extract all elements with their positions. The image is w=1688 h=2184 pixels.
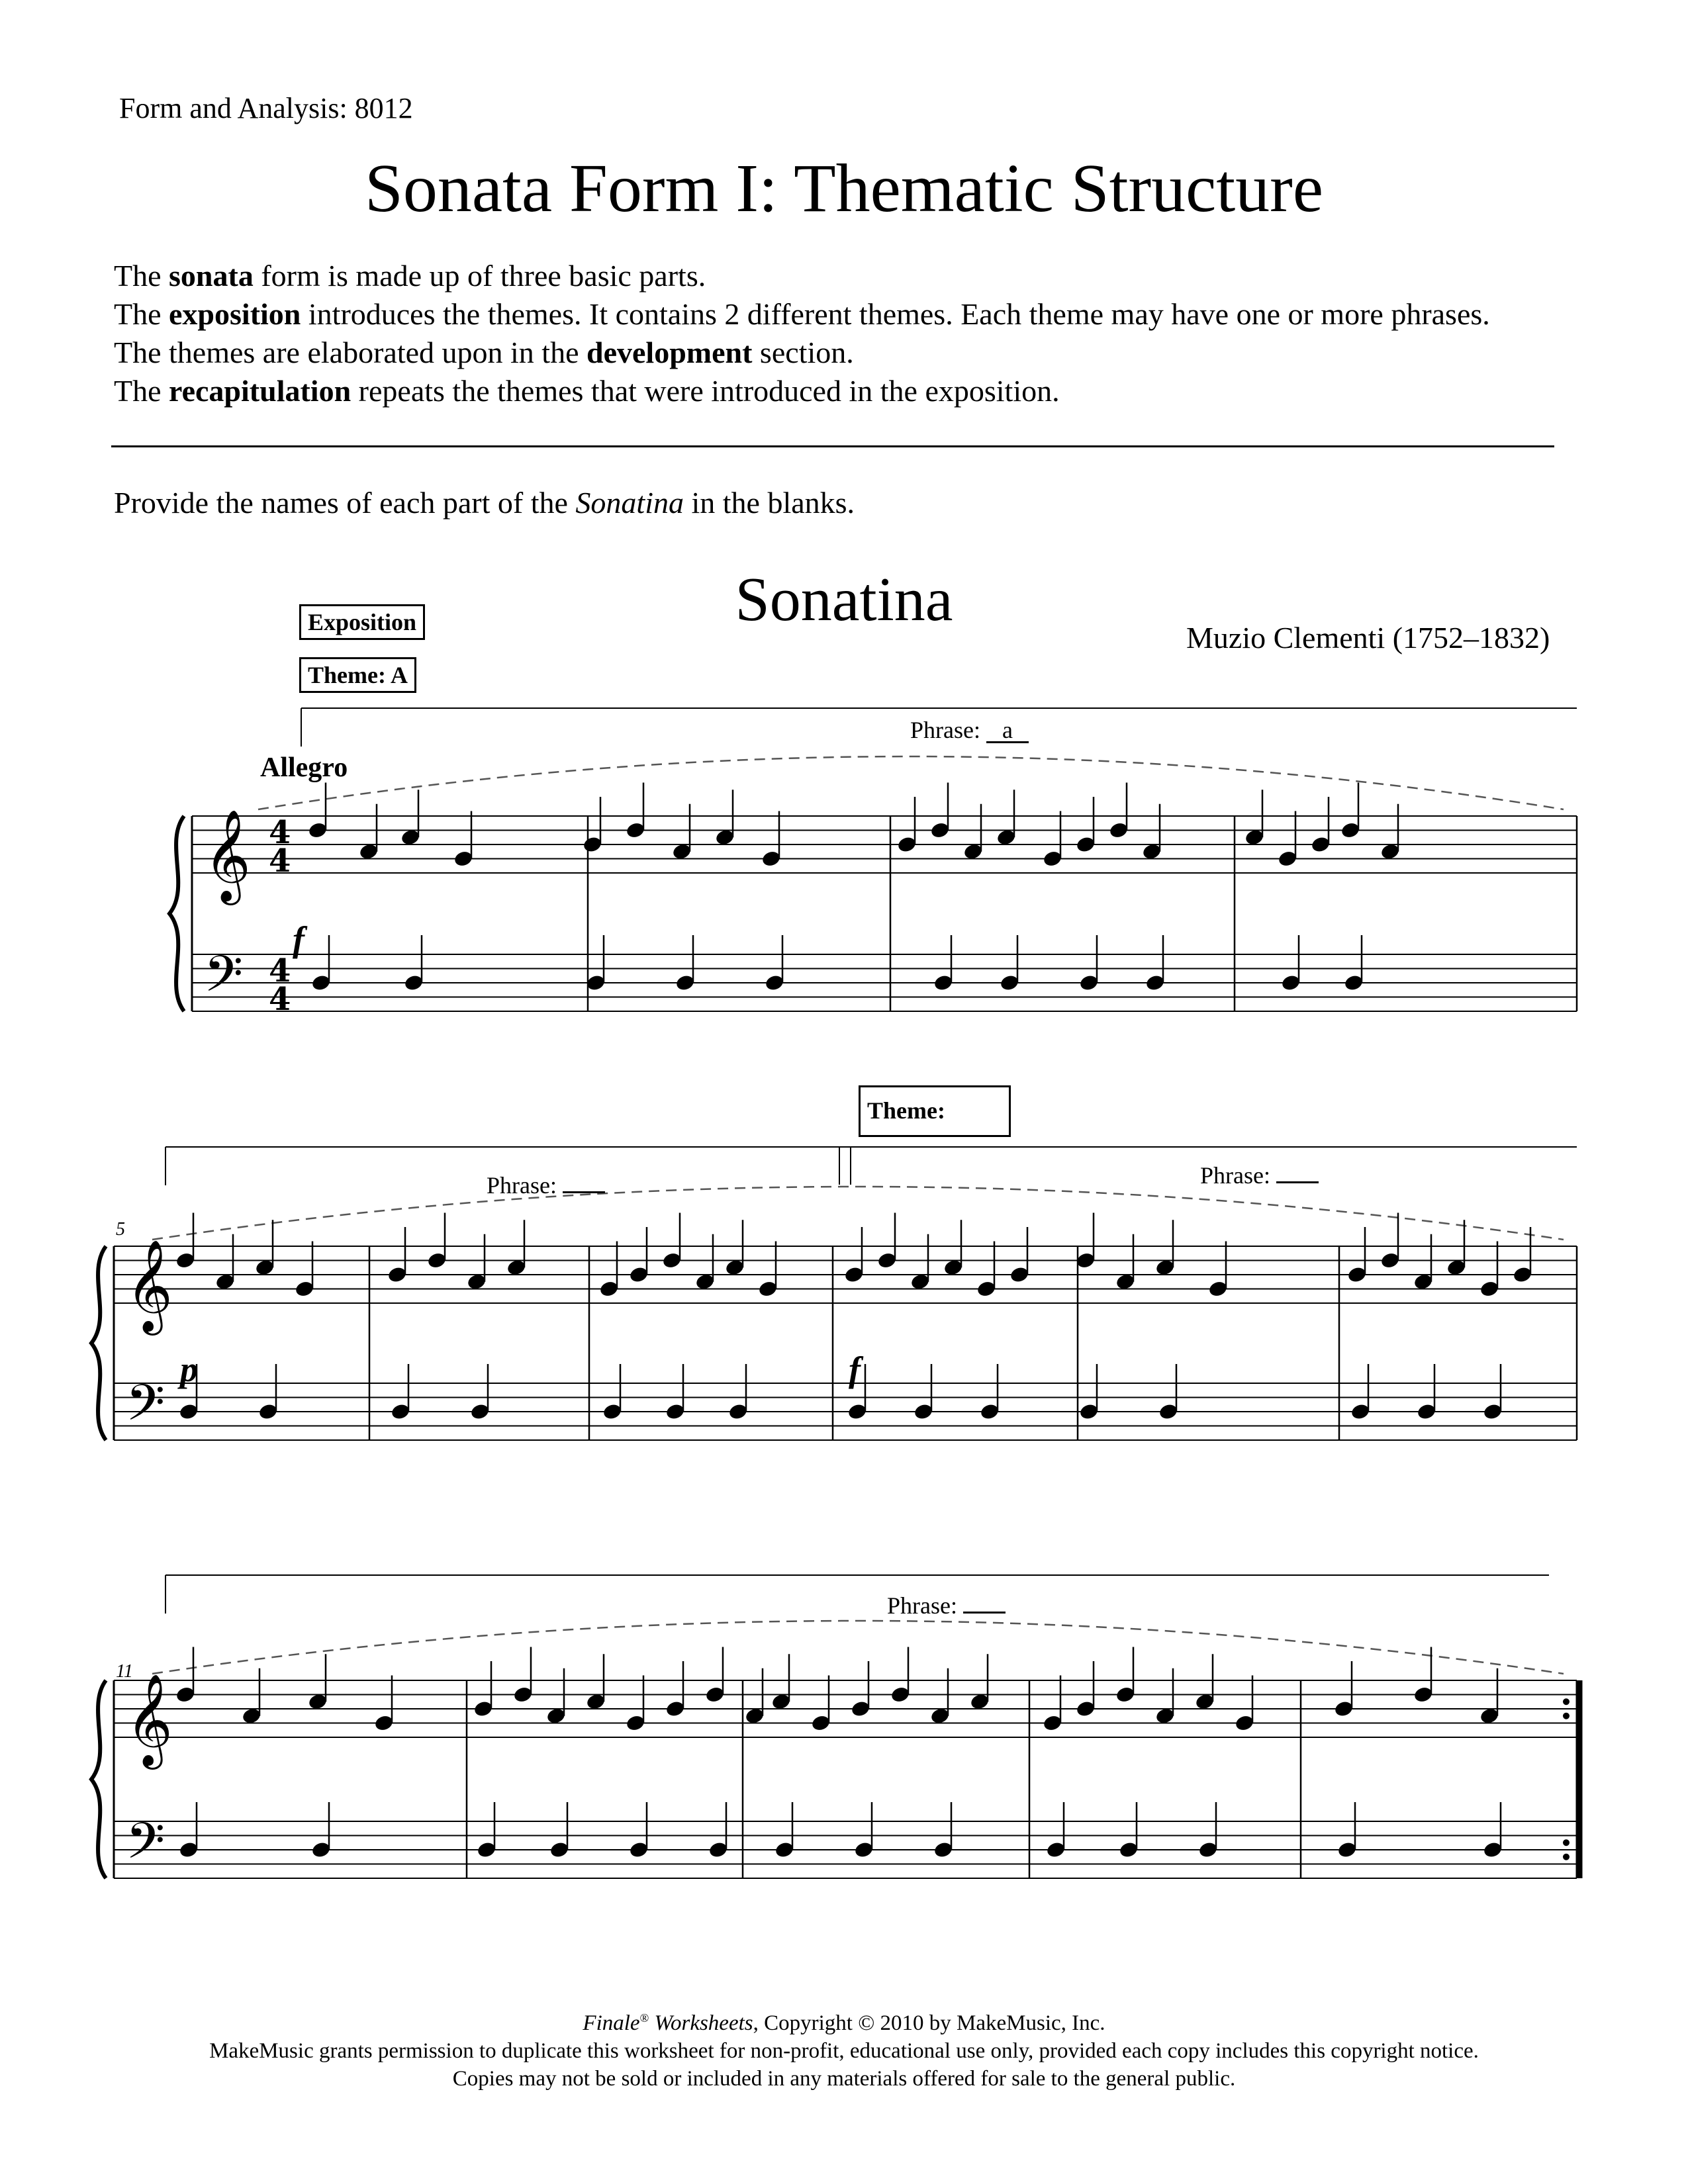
term-exposition: exposition bbox=[169, 297, 301, 331]
treble-clef-icon: 𝄞 bbox=[126, 1674, 173, 1766]
instruction-run: in the blanks. bbox=[683, 486, 855, 520]
bass-clef-icon: 𝄢 bbox=[126, 1811, 165, 1883]
intro-text-run: form is made up of three basic parts. bbox=[253, 259, 706, 293]
phrase-label-4 bbox=[887, 1592, 1006, 1619]
composer-credit: Muzio Clementi (1752–1832) bbox=[1186, 621, 1550, 655]
phrase-label-1 bbox=[910, 716, 1029, 744]
term-development: development bbox=[586, 336, 753, 369]
instruction-emphasis: Sonatina bbox=[575, 486, 684, 520]
intro-text-run: introduces the themes. It contains 2 different themes. Each theme may have one or more phrases. bbox=[301, 297, 1490, 331]
intro-text-run: The themes are elaborated upon in the bbox=[114, 336, 586, 369]
phrase-label-text: Phrase: bbox=[1200, 1162, 1270, 1189]
phrase-label-text: Phrase: bbox=[887, 1592, 957, 1619]
phrase-answer-blank-2[interactable] bbox=[563, 1191, 605, 1193]
footer-brand: Finale bbox=[583, 2011, 640, 2035]
section-label-box: Exposition bbox=[299, 604, 425, 640]
bass-clef-icon: 𝄢 bbox=[126, 1373, 165, 1445]
footer-brand-suffix: Worksheets bbox=[649, 2011, 753, 2035]
phrase-label-3 bbox=[1200, 1161, 1319, 1189]
treble-clef-icon: 𝄞 bbox=[126, 1240, 173, 1332]
measure-number-5: 5 bbox=[116, 1219, 125, 1240]
time-signature-digit: 4 bbox=[269, 952, 291, 989]
repeat-dot bbox=[1563, 1698, 1570, 1705]
phrase-arc bbox=[152, 1187, 1564, 1240]
footer-line-2: MakeMusic grants permission to duplicate this worksheet for non-profit, educational use only, provided each copy includes this copyright notice. bbox=[209, 2039, 1479, 2063]
phrase-answer-blank-3[interactable] bbox=[1276, 1181, 1319, 1183]
measure-number-11: 11 bbox=[116, 1661, 133, 1682]
bass-clef-icon: 𝄢 bbox=[204, 944, 244, 1016]
instruction-run: Provide the names of each part of the bbox=[114, 486, 576, 520]
footer-line-3: Copies may not be sold or included in any materials offered for sale to the general public. bbox=[452, 2067, 1236, 2091]
footer-copyright: , Copyright © 2010 by MakeMusic, Inc. bbox=[753, 2011, 1105, 2035]
dynamic-piano: p bbox=[180, 1349, 198, 1389]
piece-title: Sonatina bbox=[735, 565, 953, 634]
time-signature-digit: 4 bbox=[269, 842, 291, 880]
tempo-marking: Allegro bbox=[260, 752, 348, 783]
brace bbox=[91, 1680, 106, 1878]
phrase-label-text: Phrase: bbox=[910, 717, 980, 743]
intro-text-run: The bbox=[114, 374, 169, 408]
phrase-label-2 bbox=[487, 1171, 605, 1199]
repeat-dot bbox=[1563, 1854, 1570, 1860]
theme-b-label-box: Theme: bbox=[859, 1085, 1011, 1137]
term-recapitulation: recapitulation bbox=[169, 374, 352, 408]
time-signature-digit: 4 bbox=[269, 981, 291, 1018]
page-title: Sonata Form I: Thematic Structure bbox=[365, 150, 1323, 226]
treble-clef-icon: 𝄞 bbox=[204, 809, 251, 901]
registered-mark: ® bbox=[639, 2011, 649, 2025]
dynamic-forte: f bbox=[293, 919, 305, 959]
repeat-dot bbox=[1563, 1713, 1570, 1719]
copyright-footer bbox=[0, 2004, 1688, 2093]
phrase-arc bbox=[258, 756, 1564, 809]
dynamic-forte: f bbox=[849, 1349, 861, 1389]
intro-text-run: repeats the themes that were introduced in the exposition. bbox=[351, 374, 1060, 408]
course-code: Form and Analysis: 8012 bbox=[119, 92, 413, 124]
theme-a-label-box: Theme: A bbox=[299, 657, 416, 693]
phrase-answer-blank-4[interactable] bbox=[963, 1612, 1006, 1614]
brace bbox=[169, 816, 184, 1011]
brace bbox=[91, 1246, 106, 1440]
intro-text-run: The bbox=[114, 297, 169, 331]
phrase-answer-blank-1[interactable]: a bbox=[986, 719, 1029, 743]
intro-text-run: The bbox=[114, 259, 169, 293]
repeat-dot bbox=[1563, 1839, 1570, 1846]
term-sonata: sonata bbox=[169, 259, 254, 293]
phrase-label-text: Phrase: bbox=[487, 1172, 557, 1199]
footer-line-1 bbox=[0, 2004, 1688, 2037]
time-signature-digit: 4 bbox=[269, 814, 291, 851]
intro-text-run: section. bbox=[752, 336, 854, 369]
